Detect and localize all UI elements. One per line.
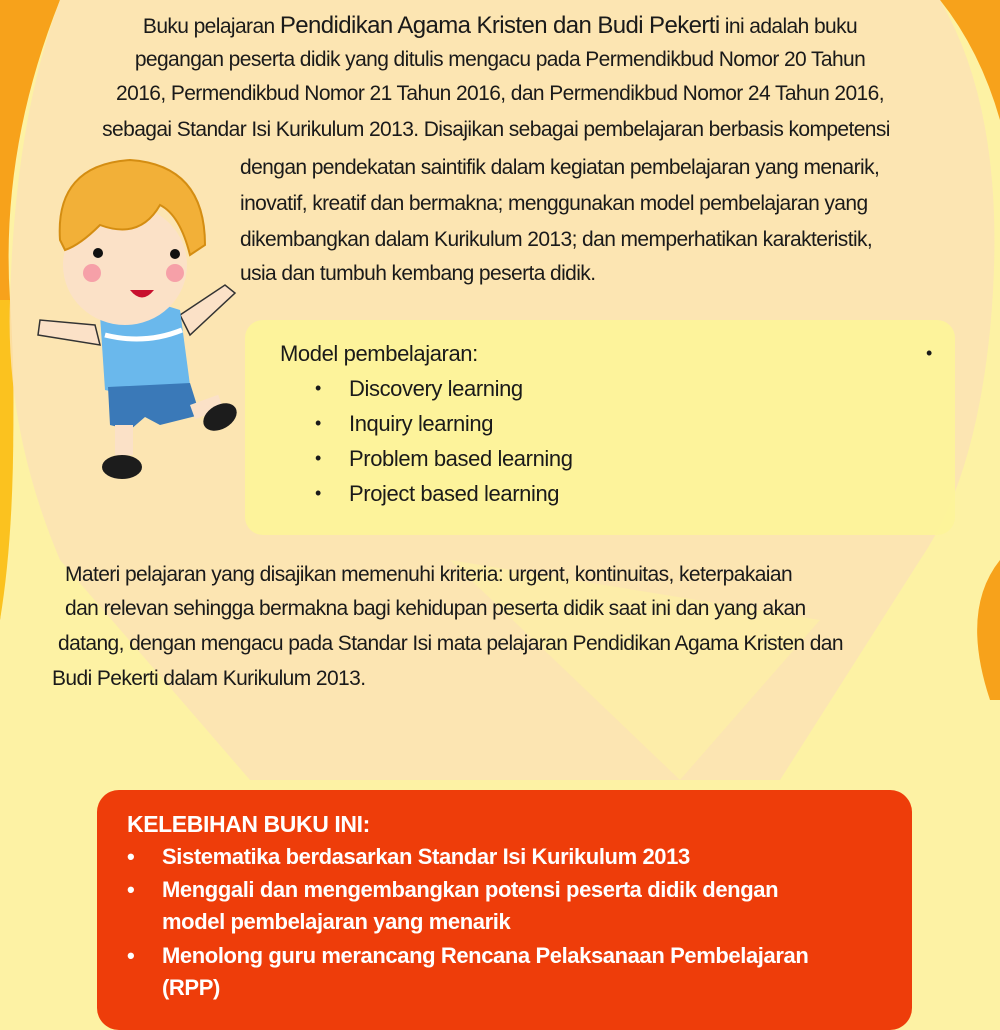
model-item: Project based learning xyxy=(349,481,560,506)
intro-line: pegangan peserta didik yang ditulis mengacu pada Permendikbud Nomor 20 Tahun xyxy=(134,48,866,71)
intro-line: usia dan tumbuh kembang peserta didik. xyxy=(240,262,596,285)
model-item: Inquiry learning xyxy=(349,411,494,436)
intro-text: Buku pelajaran xyxy=(142,15,275,38)
intro-line: dikembangkan dalam Kurikulum 2013; dan memperhatikan karakteristik, xyxy=(240,228,873,251)
bullet-icon: • xyxy=(127,844,135,869)
intro-line-1 xyxy=(0,12,1000,40)
bullet-icon: • xyxy=(315,378,322,398)
child-illustration xyxy=(30,155,245,495)
features-heading: KELEBIHAN BUKU INI: xyxy=(127,811,370,837)
feature-item-cont: (RPP) xyxy=(162,975,220,1000)
intro-line: dengan pendekatan saintifik dalam kegiatan pembelajaran yang menarik, xyxy=(240,156,880,179)
features-box xyxy=(97,790,912,1030)
bullet-icon: • xyxy=(315,483,322,503)
intro-line: sebagai Standar Isi Kurikulum 2013. Disajikan sebagai pembelajaran berbasis kompetensi xyxy=(102,118,890,141)
feature-item: Menggali dan mengembangkan potensi peserta didik dengan xyxy=(162,877,779,902)
intro-line: 2016, Permendikbud Nomor 21 Tahun 2016, dan Permendikbud Nomor 24 Tahun 2016, xyxy=(116,82,884,105)
intro-line: inovatif, kreatif dan bermakna; menggunakan model pembelajaran yang xyxy=(240,192,868,215)
intro-text: ini adalah buku xyxy=(724,15,858,38)
model-heading: Model pembelajaran: xyxy=(280,341,478,366)
bullet-icon: • xyxy=(315,413,322,433)
materi-line: Budi Pekerti dalam Kurikulum 2013. xyxy=(52,667,366,690)
bullet-icon: • xyxy=(127,877,135,902)
feature-item: Sistematika berdasarkan Standar Isi Kurikulum 2013 xyxy=(162,844,690,869)
materi-line: dan relevan sehingga bermakna bagi kehidupan peserta didik saat ini dan yang akan xyxy=(65,597,806,620)
model-item: Problem based learning xyxy=(349,446,573,471)
materi-line: datang, dengan mengacu pada Standar Isi mata pelajaran Pendidikan Agama Kristen dan xyxy=(58,632,843,655)
materi-line: Materi pelajaran yang disajikan memenuhi kriteria: urgent, kontinuitas, keterpakaian xyxy=(65,563,793,586)
feature-item: Menolong guru merancang Rencana Pelaksanaan Pembelajaran xyxy=(162,943,809,968)
book-title-inline: Pendidikan Agama Kristen dan Budi Pekerti xyxy=(279,12,720,39)
model-item: Discovery learning xyxy=(349,376,523,401)
feature-item-cont: model pembelajaran yang menarik xyxy=(162,909,511,934)
bullet-icon: • xyxy=(315,448,322,468)
bullet-icon: • xyxy=(127,943,135,968)
bullet-icon: • xyxy=(926,343,933,363)
